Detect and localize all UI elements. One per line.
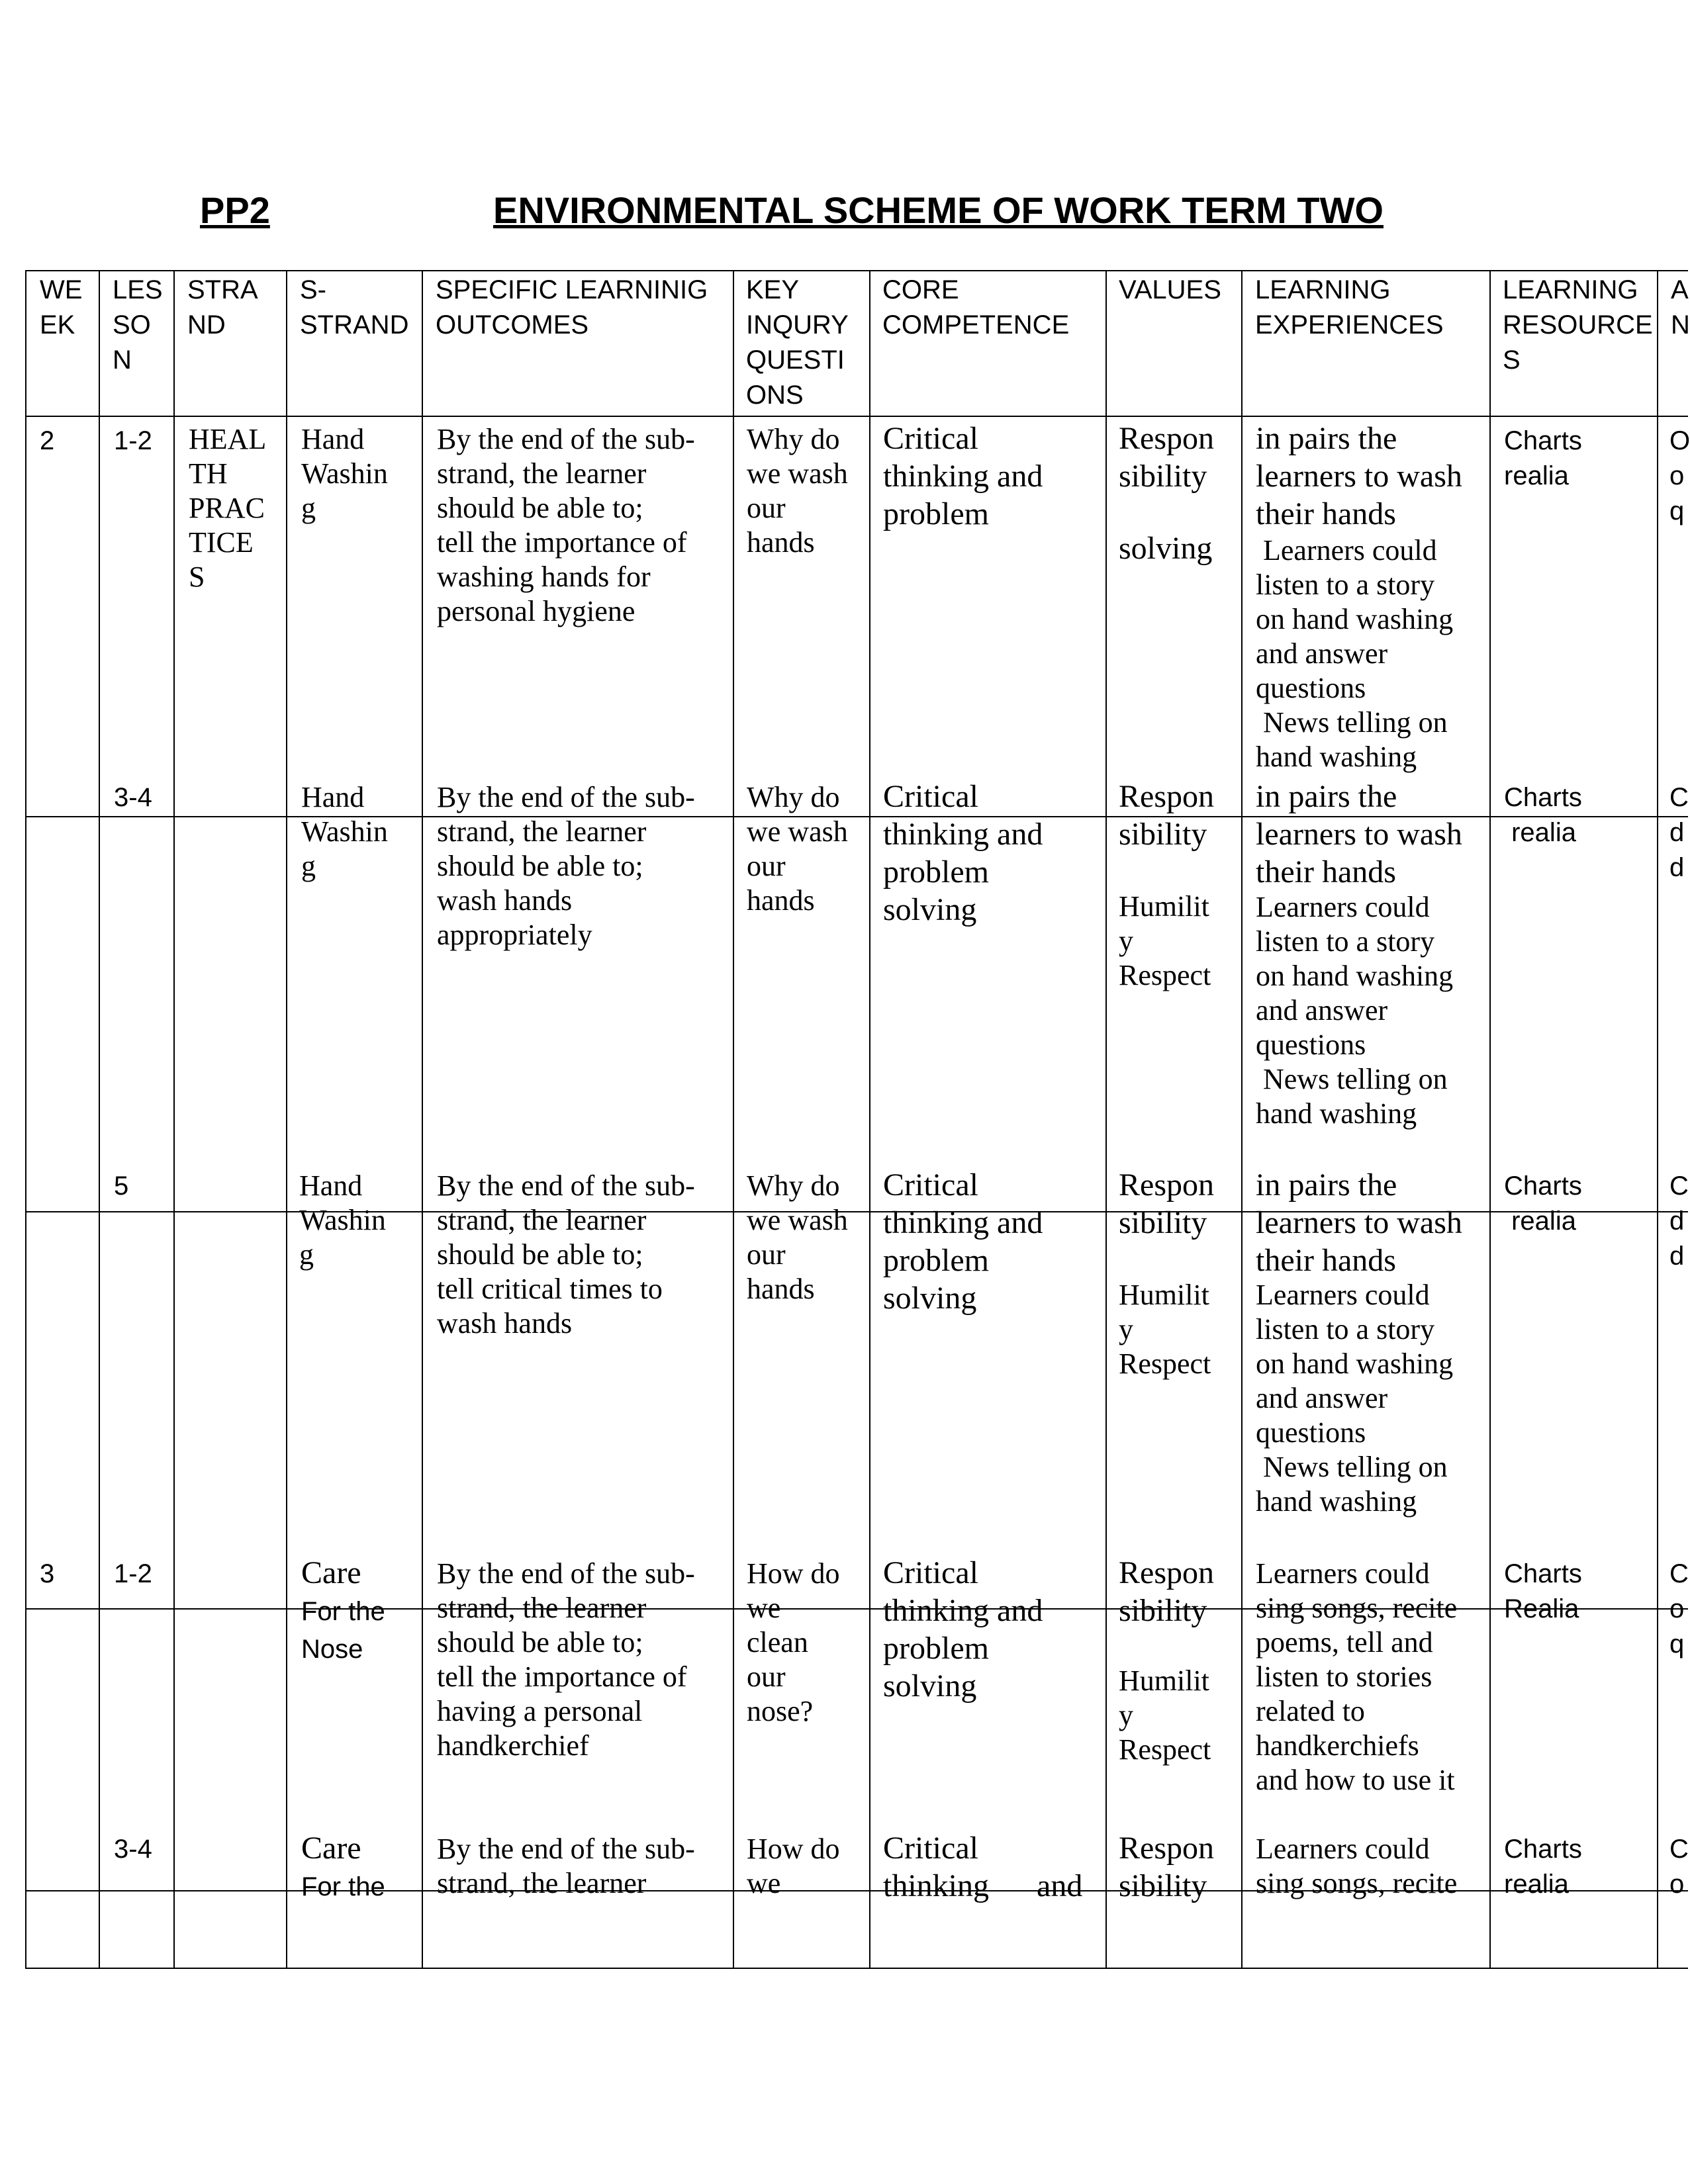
experiences-cell: Learners could listen to a story on hand washing and answer questions News telling on hand washing xyxy=(1256,534,1454,773)
column-divider xyxy=(1241,270,1243,1969)
competence-cell: Critical thinking and problem solving xyxy=(883,779,1043,927)
assessment-cell: C o xyxy=(1669,1835,1689,1899)
resources-cell: Charts realia xyxy=(1504,1171,1582,1236)
sub-strand-cell: For the xyxy=(301,1872,385,1901)
sub-strand-cell: Hand Washin g xyxy=(299,1169,386,1271)
values-extra-cell: Humilit y Respect xyxy=(1119,1664,1211,1766)
experiences-cell: Learners could listen to a story on hand washing and answer questions News telling on hand washing xyxy=(1256,1279,1454,1518)
assessment-cell: C d d xyxy=(1669,1171,1689,1271)
experiences-cell: Learners could listen to a story on hand washing and answer questions News telling on hand washing xyxy=(1256,891,1454,1130)
column-divider xyxy=(286,270,287,1969)
header-strand: STRA ND xyxy=(187,275,258,340)
column-divider xyxy=(99,270,100,1969)
lesson-cell: 1-2 xyxy=(114,1559,152,1588)
column-divider xyxy=(1657,270,1658,1969)
competence-cell: Critical thinking and problem solving xyxy=(883,1167,1043,1316)
resources-cell: Charts realia xyxy=(1504,426,1582,490)
outcomes-cell: By the end of the sub- strand, the learner xyxy=(437,1833,695,1899)
outcomes-cell: By the end of the sub- strand, the learner should be able to; tell the importance of washing hands for personal hygiene xyxy=(437,423,695,627)
header-outcomes: SPECIFIC LEARNINIG OUTCOMES xyxy=(436,275,708,340)
column-divider xyxy=(1489,270,1491,1969)
values-cell: Respon sibility xyxy=(1119,1831,1214,1903)
inquiry-cell: Why do we wash our hands xyxy=(747,1169,848,1305)
lesson-cell: 5 xyxy=(114,1171,129,1201)
assessment-cell: O o q xyxy=(1669,426,1690,525)
header-competence: CORE COMPETENCE xyxy=(882,275,1070,340)
sub-strand-lead-cell: Care xyxy=(301,1831,361,1866)
inquiry-cell: Why do we wash our hands xyxy=(747,423,848,559)
sub-strand-cell: For the Nose xyxy=(301,1597,385,1664)
outcomes-cell: By the end of the sub- strand, the learner should be able to; wash hands appropriately xyxy=(437,781,695,951)
header-resources: LEARNING RESOURCE S xyxy=(1503,275,1653,375)
lesson-cell: 3-4 xyxy=(114,1835,152,1864)
header-bottom-border xyxy=(25,416,1688,417)
sub-strand-cell: Hand Washin g xyxy=(301,781,388,882)
strand-cell: HEAL TH PRAC TICE S xyxy=(189,423,267,593)
column-divider xyxy=(422,270,423,1969)
values-extra-cell: Humilit y Respect xyxy=(1119,890,1211,991)
header-values: VALUES xyxy=(1119,275,1221,304)
inquiry-cell: How do we clean our nose? xyxy=(747,1557,840,1727)
week-cell: 2 xyxy=(40,426,55,455)
resources-cell: Charts Realia xyxy=(1504,1559,1582,1623)
column-divider xyxy=(173,270,175,1969)
lesson-cell: 3-4 xyxy=(114,783,152,812)
experiences-lead-cell: in pairs the learners to wash their hands xyxy=(1256,779,1462,889)
values-cell: Respon sibility xyxy=(1119,1555,1214,1628)
inquiry-cell: Why do we wash our hands xyxy=(747,781,848,917)
values-cell: Respon sibility xyxy=(1119,421,1214,494)
experiences-lead-cell: in pairs the learners to wash their hands xyxy=(1256,1167,1462,1278)
table-top-border xyxy=(25,270,1688,271)
inquiry-cell: How do we xyxy=(747,1833,840,1899)
values-cell: Respon sibility xyxy=(1119,779,1214,852)
experiences-cell: Learners could sing songs, recite xyxy=(1256,1833,1458,1899)
page-title: ENVIRONMENTAL SCHEME OF WORK TERM TWO xyxy=(493,189,1384,231)
resources-cell: Charts realia xyxy=(1504,783,1582,847)
values-cell: Respon sibility xyxy=(1119,1167,1214,1240)
header-experiences: LEARNING EXPERIENCES xyxy=(1255,275,1444,340)
competence-cell: Critical thinking and xyxy=(883,1831,1083,1903)
header-sub-strand: S- STRAND xyxy=(300,275,409,340)
column-divider xyxy=(1105,270,1107,1969)
header-week: WE EK xyxy=(40,275,83,340)
experiences-lead-cell: in pairs the learners to wash their hands xyxy=(1256,421,1462,531)
column-divider xyxy=(733,270,734,1969)
experiences-cell: Learners could sing songs, recite poems, tell and listen to stories related to handkerchiefs and how to use it xyxy=(1256,1557,1458,1796)
outcomes-cell: By the end of the sub- strand, the learner should be able to; tell the importance of having a personal handkerchief xyxy=(437,1557,695,1762)
week-cell: 3 xyxy=(40,1559,55,1588)
resources-cell: Charts realia xyxy=(1504,1835,1582,1899)
header-lesson: LES SO N xyxy=(113,275,163,375)
values-extra-cell: Humilit y Respect xyxy=(1119,1279,1211,1380)
column-divider xyxy=(869,270,870,1969)
header-assessment: A N xyxy=(1671,275,1690,340)
assessment-cell: C o q xyxy=(1669,1559,1689,1659)
lesson-cell: 1-2 xyxy=(114,426,152,455)
header-inquiry: KEY INQURY QUESTI ONS xyxy=(746,275,849,410)
table-bottom-border xyxy=(25,1968,1688,1969)
competence-cell: Critical thinking and problem xyxy=(883,421,1043,531)
assessment-cell: C d d xyxy=(1669,783,1689,882)
sub-strand-lead-cell: Care xyxy=(301,1555,361,1590)
sub-strand-cell: Hand Washin g xyxy=(301,423,388,524)
values-extra-cell: solving xyxy=(1119,531,1213,566)
competence-cell: Critical thinking and problem solving xyxy=(883,1555,1043,1704)
column-divider xyxy=(25,270,26,1969)
outcomes-cell: By the end of the sub- strand, the learner should be able to; tell critical times to wash hands xyxy=(437,1169,695,1340)
grade-label: PP2 xyxy=(200,189,270,231)
